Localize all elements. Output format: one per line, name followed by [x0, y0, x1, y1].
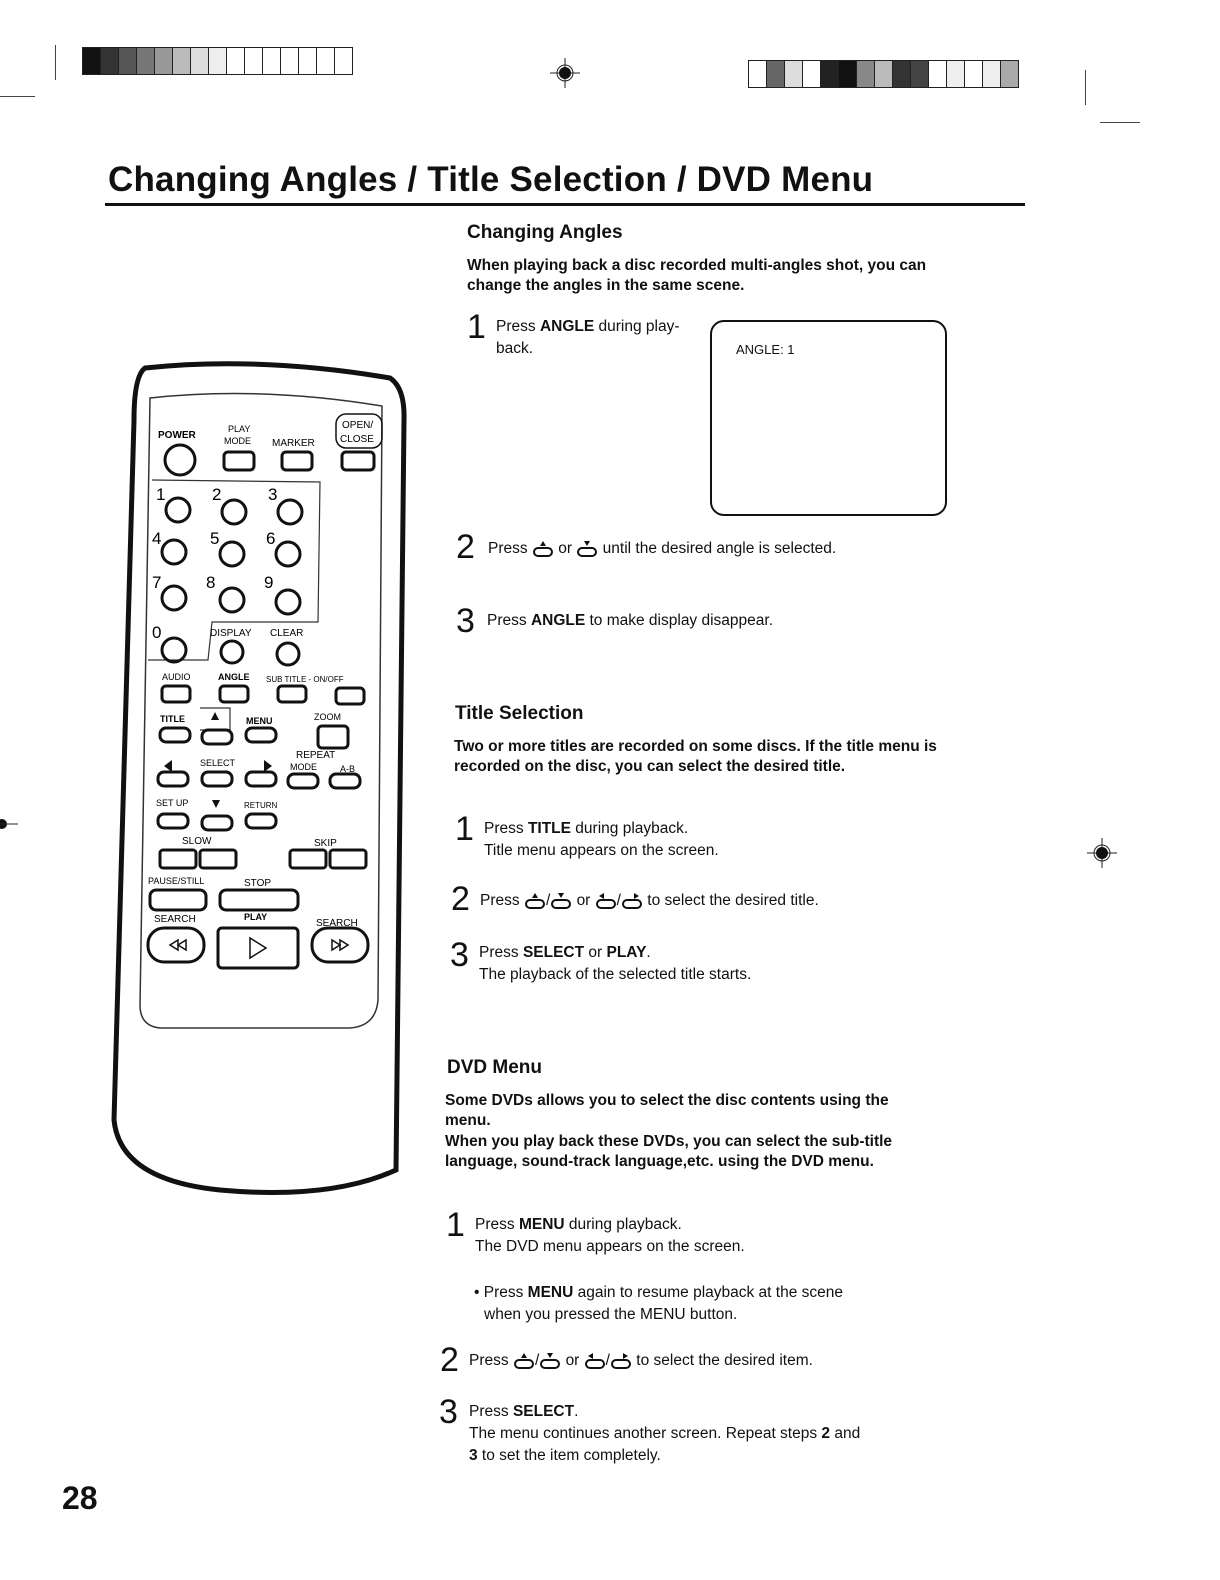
- remote-control-illustration: [100, 360, 420, 1200]
- title-selection-intro: Two or more titles are recorded on some discs. If the title menu is recorded on the disc, you can select the desired title.: [454, 738, 937, 775]
- remote-label-3: 3: [268, 485, 278, 504]
- step-number: 3: [439, 1393, 458, 1431]
- up-button-icon: [532, 540, 554, 558]
- remote-label-clear: CLEAR: [270, 628, 304, 639]
- remote-label-1: 1: [156, 485, 166, 504]
- remote-label-0: 0: [152, 623, 162, 642]
- page-title: Changing Angles / Title Selection / DVD Menu: [108, 160, 874, 199]
- step-number: 3: [450, 936, 469, 974]
- angles-step3-text: Press ANGLE to make display disappear.: [487, 612, 774, 629]
- right-button-icon: [621, 892, 643, 910]
- remote-label-2: 2: [212, 485, 222, 504]
- remote-label-pause: PAUSE/STILL: [148, 876, 205, 886]
- heading-dvd-menu: DVD Menu: [447, 1057, 542, 1078]
- remote-label-angle: ANGLE: [218, 672, 250, 682]
- step-number: 2: [440, 1341, 459, 1379]
- remote-label-8: 8: [206, 573, 216, 592]
- remote-label-mode: MODE: [290, 762, 317, 772]
- remote-label-marker: MARKER: [272, 438, 315, 449]
- remote-label-5: 5: [210, 529, 220, 548]
- down-button-icon: [539, 1352, 561, 1370]
- step-number: 1: [455, 810, 474, 848]
- registration-target-icon-left: [0, 810, 18, 838]
- remote-label-open: OPEN/: [342, 420, 374, 431]
- remote-label-zoom: ZOOM: [314, 712, 341, 722]
- remote-label-play-mode: PLAY: [228, 424, 251, 434]
- screen-angle-text: ANGLE: 1: [736, 342, 795, 357]
- step-number: 1: [467, 308, 486, 346]
- crop-mark-right: [1085, 70, 1086, 105]
- left-button-icon: [595, 892, 617, 910]
- down-button-icon: [576, 540, 598, 558]
- step-number: 2: [451, 880, 470, 918]
- title-step1-text: Press TITLE during playback. Title menu appears on the screen.: [484, 820, 719, 859]
- remote-label-stop: STOP: [244, 878, 272, 889]
- up-button-icon: [513, 1352, 535, 1370]
- dvd-menu-intro-2: When you play back these DVDs, you can select the sub-title language, sound-track language,etc. using the DVD menu.: [445, 1133, 893, 1170]
- heading-changing-angles: Changing Angles: [467, 222, 623, 243]
- remote-label-setup: SET UP: [156, 798, 189, 808]
- registration-target-icon: [550, 58, 580, 88]
- down-button-icon: [550, 892, 572, 910]
- registration-strip-right: [748, 60, 1018, 88]
- remote-label-display: DISPLAY: [210, 628, 252, 639]
- step-number: 3: [456, 602, 475, 640]
- remote-label-9: 9: [264, 573, 274, 592]
- tv-screen-illustration: [710, 320, 947, 516]
- step-number: 2: [456, 528, 475, 566]
- remote-label-ab: A-B: [340, 764, 356, 774]
- remote-label-close: CLOSE: [340, 434, 374, 445]
- crop-mark-right-h: [1100, 122, 1140, 123]
- remote-label-title: TITLE: [160, 714, 185, 724]
- page-number: 28: [62, 1480, 98, 1516]
- remote-label-return: RETURN: [244, 801, 278, 810]
- menu-bullet-text: • Press MENU again to resume playback at the scene when you pressed the MENU button.: [474, 1284, 844, 1323]
- remote-label-slow: SLOW: [182, 836, 212, 847]
- angles-step1-text: Press ANGLE during play- back.: [496, 318, 680, 357]
- heading-title-selection: Title Selection: [455, 703, 584, 724]
- right-button-icon: [610, 1352, 632, 1370]
- registration-target-icon-right: [1087, 838, 1117, 868]
- remote-label-search-left: SEARCH: [154, 914, 196, 925]
- crop-mark-left: [55, 45, 56, 80]
- up-button-icon: [524, 892, 546, 910]
- remote-label-menu: MENU: [246, 716, 273, 726]
- remote-label-7: 7: [152, 573, 162, 592]
- step-number: 1: [446, 1206, 465, 1244]
- crop-mark-left-h: [0, 96, 35, 97]
- remote-label-audio: AUDIO: [162, 672, 191, 682]
- changing-angles-intro: When playing back a disc recorded multi-angles shot, you can change the angles in the same scene.: [467, 257, 927, 294]
- remote-label-play: PLAY: [244, 912, 268, 922]
- title-step2-text: Press / or / to select the desired title.: [480, 892, 819, 909]
- left-button-icon: [584, 1352, 606, 1370]
- title-rule: [105, 203, 1025, 206]
- remote-label-search-right: SEARCH: [316, 918, 358, 929]
- remote-label-power: POWER: [158, 430, 196, 441]
- menu-step3-text: Press SELECT. The menu continues another screen. Repeat steps 2 and 3 to set the item completely.: [469, 1403, 861, 1464]
- remote-label-skip: SKIP: [314, 838, 337, 849]
- title-step3-text: Press SELECT or PLAY. The playback of the selected title starts.: [479, 944, 752, 983]
- remote-label-select: SELECT: [200, 758, 236, 768]
- angles-step2-text: Press or until the desired angle is selected.: [488, 540, 837, 557]
- menu-step1-text: Press MENU during playback. The DVD menu appears on the screen.: [475, 1216, 745, 1255]
- registration-strip-left: [82, 47, 352, 75]
- menu-step2-text: Press / or / to select the desired item.: [469, 1352, 813, 1369]
- remote-label-subtitle: SUB TITLE - ON/OFF: [266, 675, 344, 684]
- remote-label-play-mode-2: MODE: [224, 436, 251, 446]
- dvd-menu-intro-1: Some DVDs allows you to select the disc contents using the menu.: [445, 1092, 889, 1129]
- remote-label-6: 6: [266, 529, 276, 548]
- remote-label-4: 4: [152, 529, 162, 548]
- remote-label-repeat: REPEAT: [296, 750, 336, 761]
